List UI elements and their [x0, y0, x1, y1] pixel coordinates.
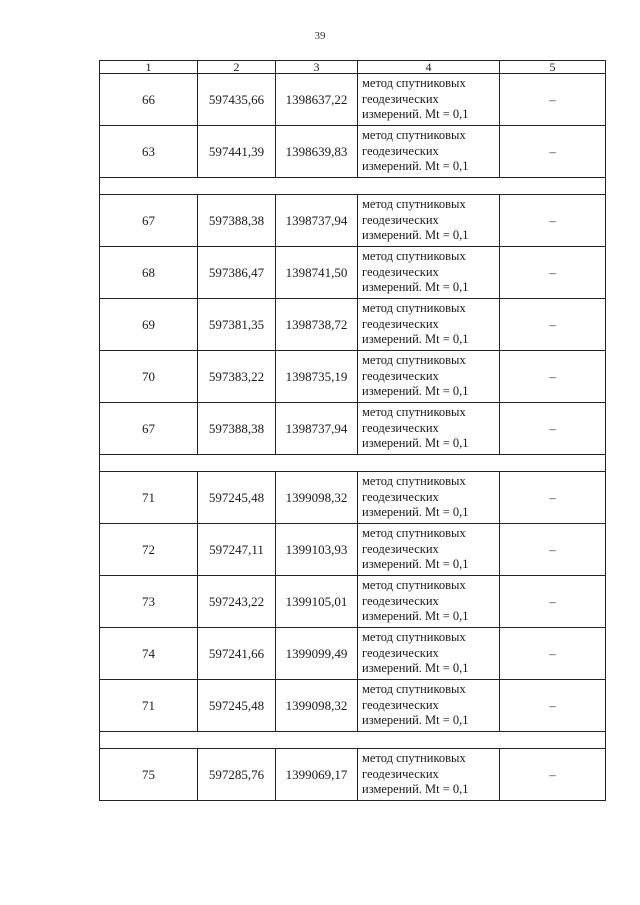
- x-coordinate-cell: 597386,47: [198, 247, 276, 299]
- table-row: [100, 299, 606, 351]
- separator-cell: [100, 178, 606, 195]
- x-coordinate-cell: 597388,38: [198, 195, 276, 247]
- y-coordinate-cell: 1399099,49: [276, 628, 358, 680]
- x-coordinate-cell: 597383,22: [198, 351, 276, 403]
- method-cell: [358, 195, 500, 247]
- method-line: геодезических: [362, 91, 439, 106]
- point-number-cell: 63: [100, 126, 198, 178]
- method-line: геодезических: [362, 368, 439, 383]
- method-line: метод спутниковых: [362, 630, 466, 645]
- point-number-cell: 67: [100, 195, 198, 247]
- method-line: измерений. Mt = 0,1: [362, 609, 469, 624]
- point-number-cell: 71: [100, 472, 198, 524]
- y-coordinate-cell: 1398738,72: [276, 299, 358, 351]
- point-number-cell: 67: [100, 403, 198, 455]
- method-line: геодезических: [362, 420, 439, 435]
- method-line: измерений. Mt = 0,1: [362, 713, 469, 728]
- method-line: метод спутниковых: [362, 682, 466, 697]
- x-coordinate-cell: 597435,66: [198, 74, 276, 126]
- x-coordinate-cell: 597241,66: [198, 628, 276, 680]
- column-5-cell: –: [500, 74, 606, 126]
- table-row: [100, 524, 606, 576]
- separator-cell: [100, 732, 606, 749]
- method-line: геодезических: [362, 316, 439, 331]
- column-5-cell: –: [500, 247, 606, 299]
- x-coordinate-cell: 597247,11: [198, 524, 276, 576]
- method-line: измерений. Mt = 0,1: [362, 228, 469, 243]
- method-cell: [358, 749, 500, 801]
- table-separator-row: [100, 178, 606, 195]
- table-row: [100, 403, 606, 455]
- point-number-cell: 66: [100, 74, 198, 126]
- method-line: геодезических: [362, 697, 439, 712]
- y-coordinate-cell: 1398637,22: [276, 74, 358, 126]
- column-header: 1: [100, 61, 198, 74]
- column-5-cell: –: [500, 628, 606, 680]
- point-number-cell: 71: [100, 680, 198, 732]
- method-line: измерений. Mt = 0,1: [362, 280, 469, 295]
- point-number-cell: 68: [100, 247, 198, 299]
- method-line: метод спутниковых: [362, 474, 466, 489]
- method-cell: [358, 576, 500, 628]
- method-line: геодезических: [362, 264, 439, 279]
- method-line: геодезических: [362, 212, 439, 227]
- x-coordinate-cell: 597388,38: [198, 403, 276, 455]
- y-coordinate-cell: 1398737,94: [276, 403, 358, 455]
- method-line: измерений. Mt = 0,1: [362, 332, 469, 347]
- column-header: 4: [358, 61, 500, 74]
- table-row: [100, 749, 606, 801]
- method-line: метод спутниковых: [362, 751, 466, 766]
- table-body: [100, 74, 606, 801]
- page-number: 39: [314, 30, 326, 42]
- method-line: измерений. Mt = 0,1: [362, 436, 469, 451]
- table-separator-row: [100, 455, 606, 472]
- point-number-cell: 74: [100, 628, 198, 680]
- column-header: 3: [276, 61, 358, 74]
- column-5-cell: –: [500, 749, 606, 801]
- method-line: измерений. Mt = 0,1: [362, 159, 469, 174]
- method-line: метод спутниковых: [362, 249, 466, 264]
- point-number-cell: 72: [100, 524, 198, 576]
- y-coordinate-cell: 1399098,32: [276, 680, 358, 732]
- method-line: измерений. Mt = 0,1: [362, 107, 469, 122]
- method-line: геодезических: [362, 593, 439, 608]
- column-header: 2: [198, 61, 276, 74]
- method-line: измерений. Mt = 0,1: [362, 384, 469, 399]
- method-line: метод спутниковых: [362, 578, 466, 593]
- column-5-cell: –: [500, 299, 606, 351]
- method-line: метод спутниковых: [362, 405, 466, 420]
- column-5-cell: –: [500, 126, 606, 178]
- method-cell: [358, 247, 500, 299]
- method-cell: [358, 299, 500, 351]
- point-number-cell: 70: [100, 351, 198, 403]
- table-row: [100, 74, 606, 126]
- table-row: [100, 247, 606, 299]
- x-coordinate-cell: 597245,48: [198, 472, 276, 524]
- method-line: метод спутниковых: [362, 353, 466, 368]
- y-coordinate-cell: 1399098,32: [276, 472, 358, 524]
- method-line: метод спутниковых: [362, 197, 466, 212]
- y-coordinate-cell: 1398737,94: [276, 195, 358, 247]
- method-cell: [358, 403, 500, 455]
- table-row: [100, 195, 606, 247]
- method-line: метод спутниковых: [362, 526, 466, 541]
- column-5-cell: –: [500, 576, 606, 628]
- method-cell: [358, 628, 500, 680]
- y-coordinate-cell: 1398735,19: [276, 351, 358, 403]
- table-row: [100, 126, 606, 178]
- separator-cell: [100, 455, 606, 472]
- table-row: [100, 576, 606, 628]
- method-line: измерений. Mt = 0,1: [362, 661, 469, 676]
- method-line: геодезических: [362, 541, 439, 556]
- method-line: измерений. Mt = 0,1: [362, 505, 469, 520]
- method-line: геодезических: [362, 766, 439, 781]
- column-header: 5: [500, 61, 606, 74]
- method-line: метод спутниковых: [362, 128, 466, 143]
- column-5-cell: –: [500, 351, 606, 403]
- point-number-cell: 73: [100, 576, 198, 628]
- point-number-cell: 75: [100, 749, 198, 801]
- column-5-cell: –: [500, 680, 606, 732]
- table-separator-row: [100, 732, 606, 749]
- x-coordinate-cell: 597441,39: [198, 126, 276, 178]
- y-coordinate-cell: 1399105,01: [276, 576, 358, 628]
- method-cell: [358, 524, 500, 576]
- table-header-row: [100, 61, 606, 74]
- x-coordinate-cell: 597243,22: [198, 576, 276, 628]
- table-row: [100, 472, 606, 524]
- y-coordinate-cell: 1399103,93: [276, 524, 358, 576]
- column-5-cell: –: [500, 195, 606, 247]
- method-line: метод спутниковых: [362, 76, 466, 91]
- column-5-cell: –: [500, 524, 606, 576]
- table-row: [100, 351, 606, 403]
- table-row: [100, 628, 606, 680]
- coordinates-table: [99, 60, 606, 801]
- method-cell: [358, 126, 500, 178]
- x-coordinate-cell: 597381,35: [198, 299, 276, 351]
- method-cell: [358, 472, 500, 524]
- table-row: [100, 680, 606, 732]
- point-number-cell: 69: [100, 299, 198, 351]
- method-line: измерений. Mt = 0,1: [362, 557, 469, 572]
- method-line: геодезических: [362, 489, 439, 504]
- method-cell: [358, 351, 500, 403]
- x-coordinate-cell: 597285,76: [198, 749, 276, 801]
- method-line: геодезических: [362, 143, 439, 158]
- y-coordinate-cell: 1398741,50: [276, 247, 358, 299]
- column-5-cell: –: [500, 472, 606, 524]
- method-cell: [358, 680, 500, 732]
- method-cell: [358, 74, 500, 126]
- column-5-cell: –: [500, 403, 606, 455]
- y-coordinate-cell: 1399069,17: [276, 749, 358, 801]
- y-coordinate-cell: 1398639,83: [276, 126, 358, 178]
- method-line: измерений. Mt = 0,1: [362, 782, 469, 797]
- method-line: метод спутниковых: [362, 301, 466, 316]
- x-coordinate-cell: 597245,48: [198, 680, 276, 732]
- method-line: геодезических: [362, 645, 439, 660]
